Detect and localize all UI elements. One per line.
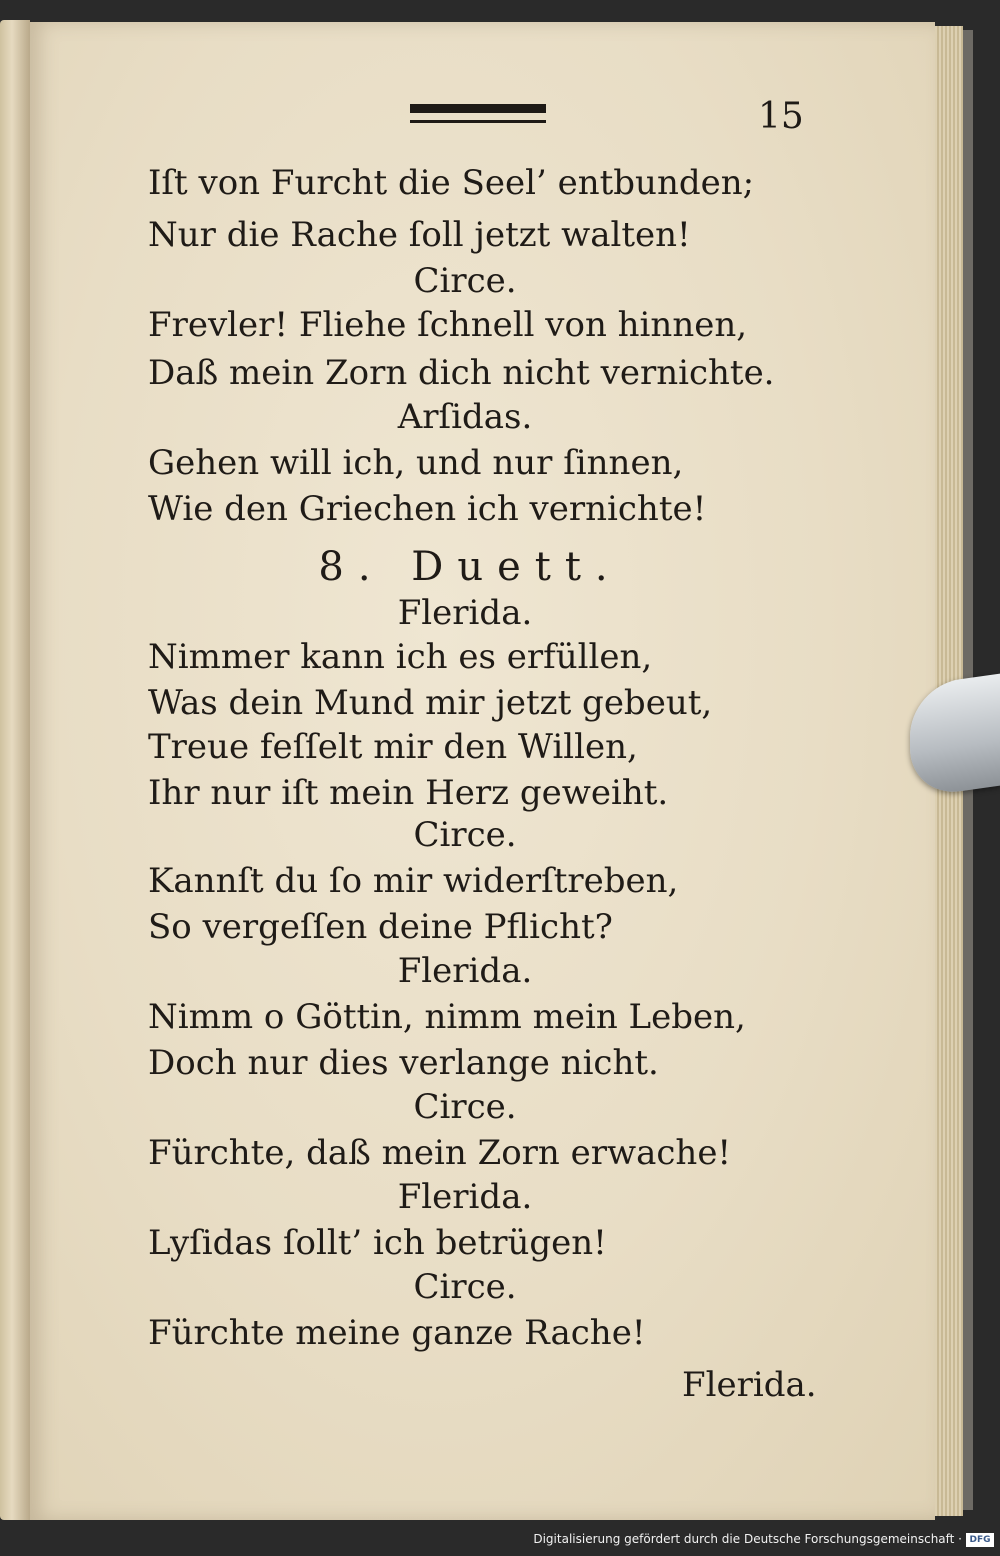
verse-line: Gehen will ich, und nur ſinnen, <box>148 443 684 483</box>
verse-line: Kannſt du ſo mir widerſtreben, <box>148 861 679 901</box>
speaker-name: Flerida. <box>397 593 533 633</box>
verse-line: So vergeſſen deine Pflicht? <box>148 907 613 947</box>
speaker-name: Circe. <box>413 261 517 301</box>
verse-line: Treue feſſelt mir den Willen, <box>148 727 638 767</box>
verse-line: Lyſidas ſollt’ ich betrügen! <box>148 1223 607 1263</box>
speaker-name: Circe. <box>413 1267 517 1307</box>
verse-line: Nimm o Göttin, nimm mein Leben, <box>148 997 746 1037</box>
verse-line: Was dein Mund mir jetzt gebeut, <box>148 683 713 723</box>
verse-line: Frevler! Fliehe ſchnell von hinnen, <box>148 305 748 345</box>
verse-line: Doch nur dies verlange nicht. <box>148 1043 659 1083</box>
footer-bar <box>0 1526 1000 1556</box>
verse-line: Fürchte meine ganze Rache! <box>148 1313 646 1353</box>
verse-line: Fürchte, daß mein Zorn erwache! <box>148 1133 732 1173</box>
page-number: 15 <box>758 96 804 137</box>
header-rule <box>410 104 546 128</box>
dfg-logo[interactable]: DFG <box>966 1533 994 1547</box>
verse-line: Nimmer kann ich es erfüllen, <box>148 637 653 677</box>
header-rule-thick <box>410 104 546 113</box>
verse-line: Daß mein Zorn dich nicht vernichte. <box>148 353 775 393</box>
speaker-name: Circe. <box>413 815 517 855</box>
verse-line: Ihr nur iſt mein Herz geweiht. <box>148 773 669 813</box>
speaker-name: Flerida. <box>397 1177 533 1217</box>
speaker-name: Arſidas. <box>397 397 533 437</box>
header-rule-thin <box>410 120 546 123</box>
verse-line: Nur die Rache ſoll jetzt walten! <box>148 215 691 255</box>
verse-line: Iſt von Furcht die Seel’ entbunden; <box>148 163 755 203</box>
speaker-name: Circe. <box>413 1087 517 1127</box>
speaker-name: Flerida. <box>397 951 533 991</box>
catchword: Flerida. <box>682 1365 817 1405</box>
footer-credit: Digitalisierung gefördert durch die Deutsche Forschungsgemeinschaft · <box>533 1532 962 1546</box>
section-heading: 8. Duett. <box>318 544 622 590</box>
verse-line: Wie den Griechen ich vernichte! <box>148 489 707 529</box>
